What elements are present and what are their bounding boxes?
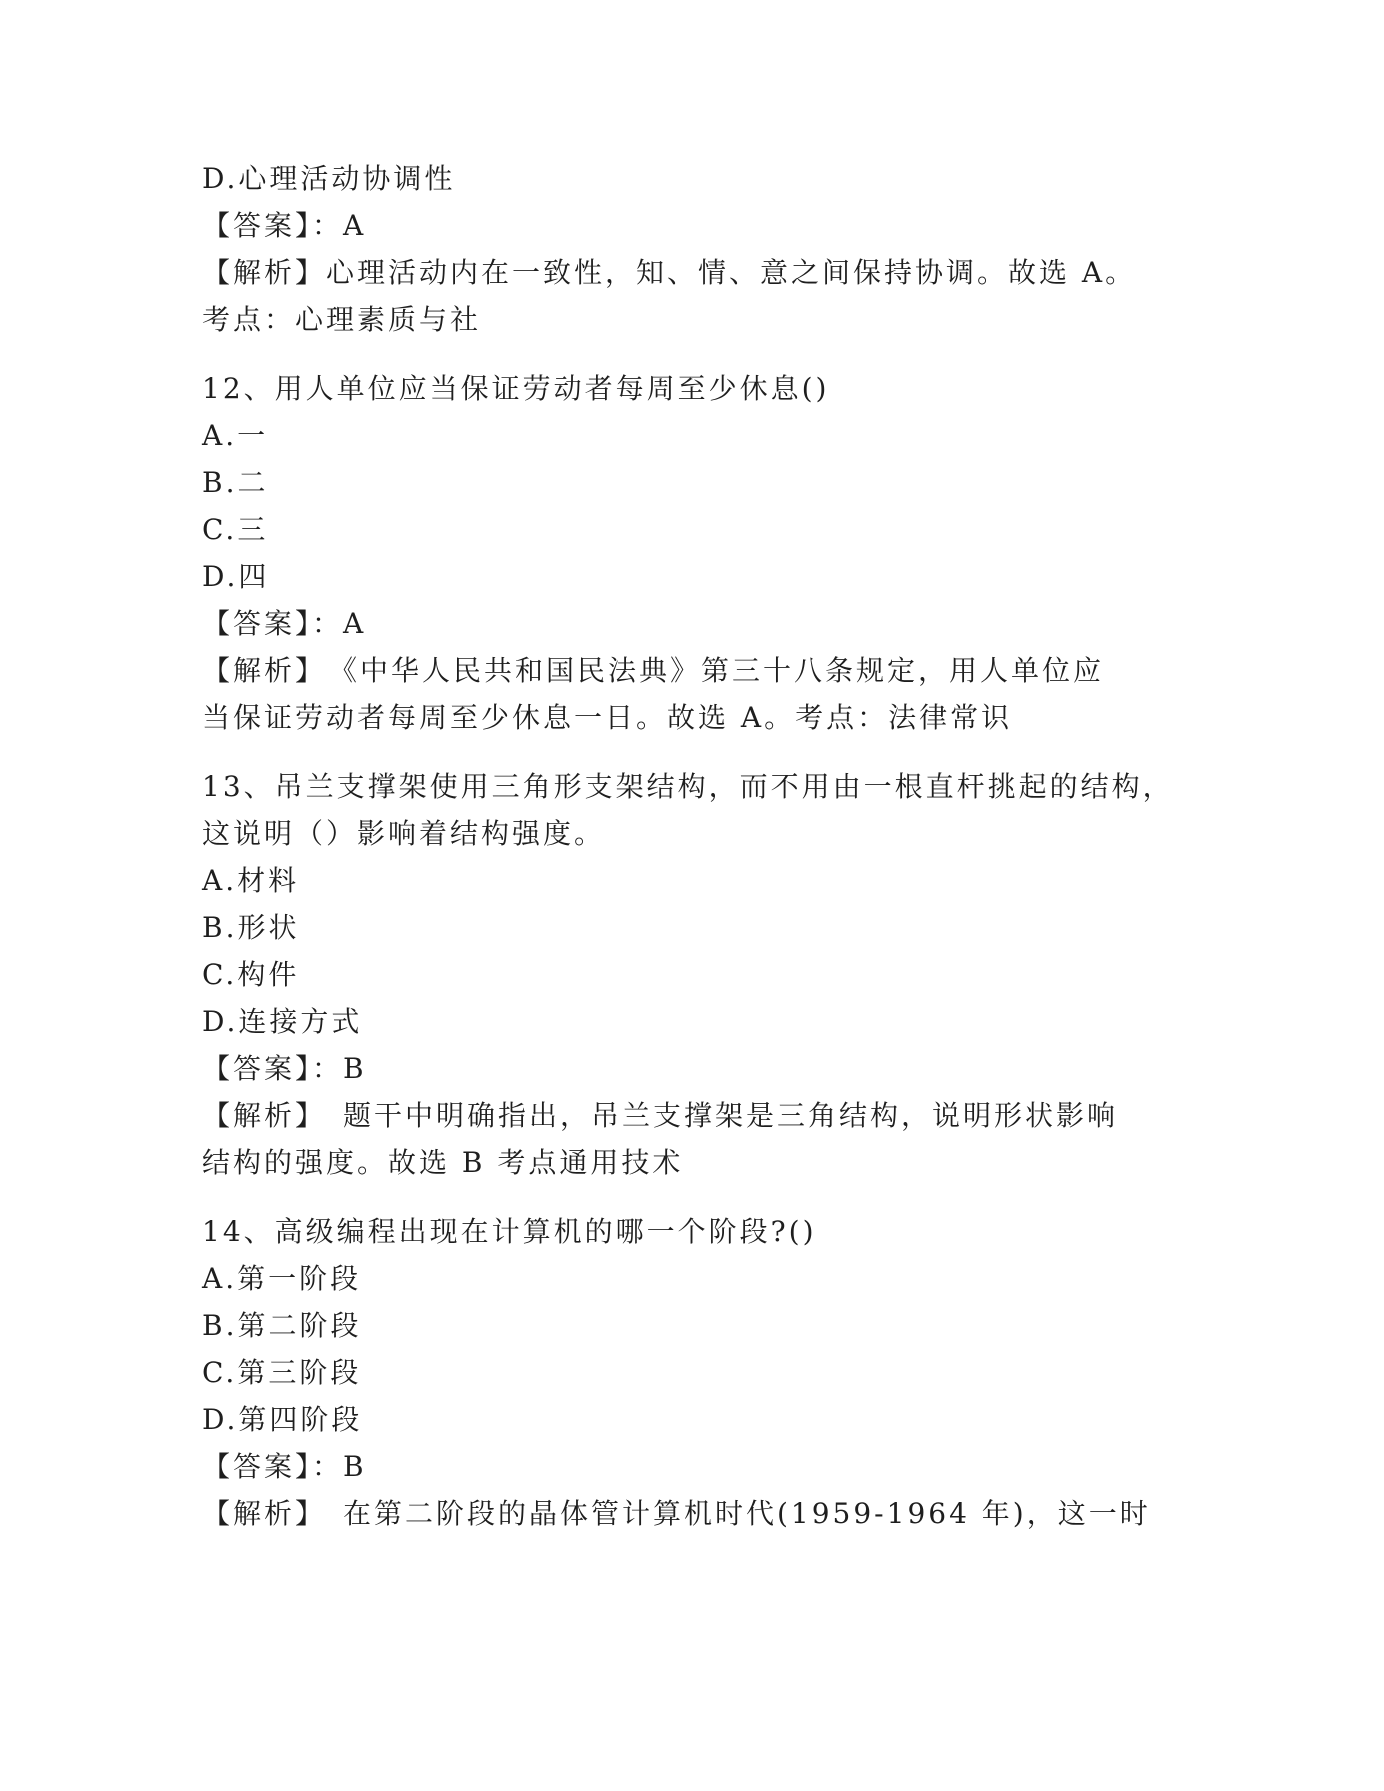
document-content <box>202 155 1202 1537</box>
question-block-13 <box>202 763 1202 1186</box>
question-block-11 <box>202 155 1202 343</box>
option-d: D.心理活动协调性 <box>202 162 456 195</box>
answer-line: 【答案】：B <box>202 1450 367 1483</box>
option-c: C.第三阶段 <box>202 1356 362 1389</box>
option-b: B.形状 <box>202 911 300 944</box>
answer-line: 【答案】：A <box>202 607 367 640</box>
analysis-line: 【解析】 在第二阶段的晶体管计算机时代(1959-1964 年)，这一时 <box>202 1497 1151 1530</box>
analysis-line: 【解析】 题干中明确指出，吊兰支撑架是三角结构，说明形状影响 <box>202 1099 1119 1132</box>
analysis-line: 考点：心理素质与社 <box>202 303 482 336</box>
option-b: B.第二阶段 <box>202 1309 362 1342</box>
question-text: 这说明（）影响着结构强度。 <box>202 817 606 850</box>
answer-line: 【答案】：A <box>202 209 367 242</box>
analysis-line: 【解析】 《中华人民共和国民法典》第三十八条规定，用人单位应 <box>202 654 1105 687</box>
option-a: A.一 <box>202 419 269 452</box>
option-d: D.连接方式 <box>202 1005 363 1038</box>
question-block-12 <box>202 365 1202 741</box>
option-d: D.四 <box>202 560 270 593</box>
option-a: A.第一阶段 <box>202 1262 362 1295</box>
question-text: 14、高级编程出现在计算机的哪一个阶段?() <box>202 1215 817 1248</box>
question-block-14 <box>202 1208 1202 1537</box>
option-a: A.材料 <box>202 864 300 897</box>
analysis-line: 结构的强度。故选 B 考点通用技术 <box>202 1146 684 1179</box>
option-c: C.构件 <box>202 958 300 991</box>
question-text: 12、用人单位应当保证劳动者每周至少休息() <box>202 372 830 405</box>
question-text: 13、吊兰支撑架使用三角形支架结构，而不用由一根直杆挑起的结构， <box>202 770 1174 803</box>
answer-line: 【答案】：B <box>202 1052 367 1085</box>
analysis-line: 【解析】心理活动内在一致性，知、情、意之间保持协调。故选 A。 <box>202 256 1137 289</box>
option-d: D.第四阶段 <box>202 1403 363 1436</box>
option-b: B.二 <box>202 466 269 499</box>
analysis-line: 当保证劳动者每周至少休息一日。故选 A。考点：法律常识 <box>202 701 1013 734</box>
option-c: C.三 <box>202 513 269 546</box>
